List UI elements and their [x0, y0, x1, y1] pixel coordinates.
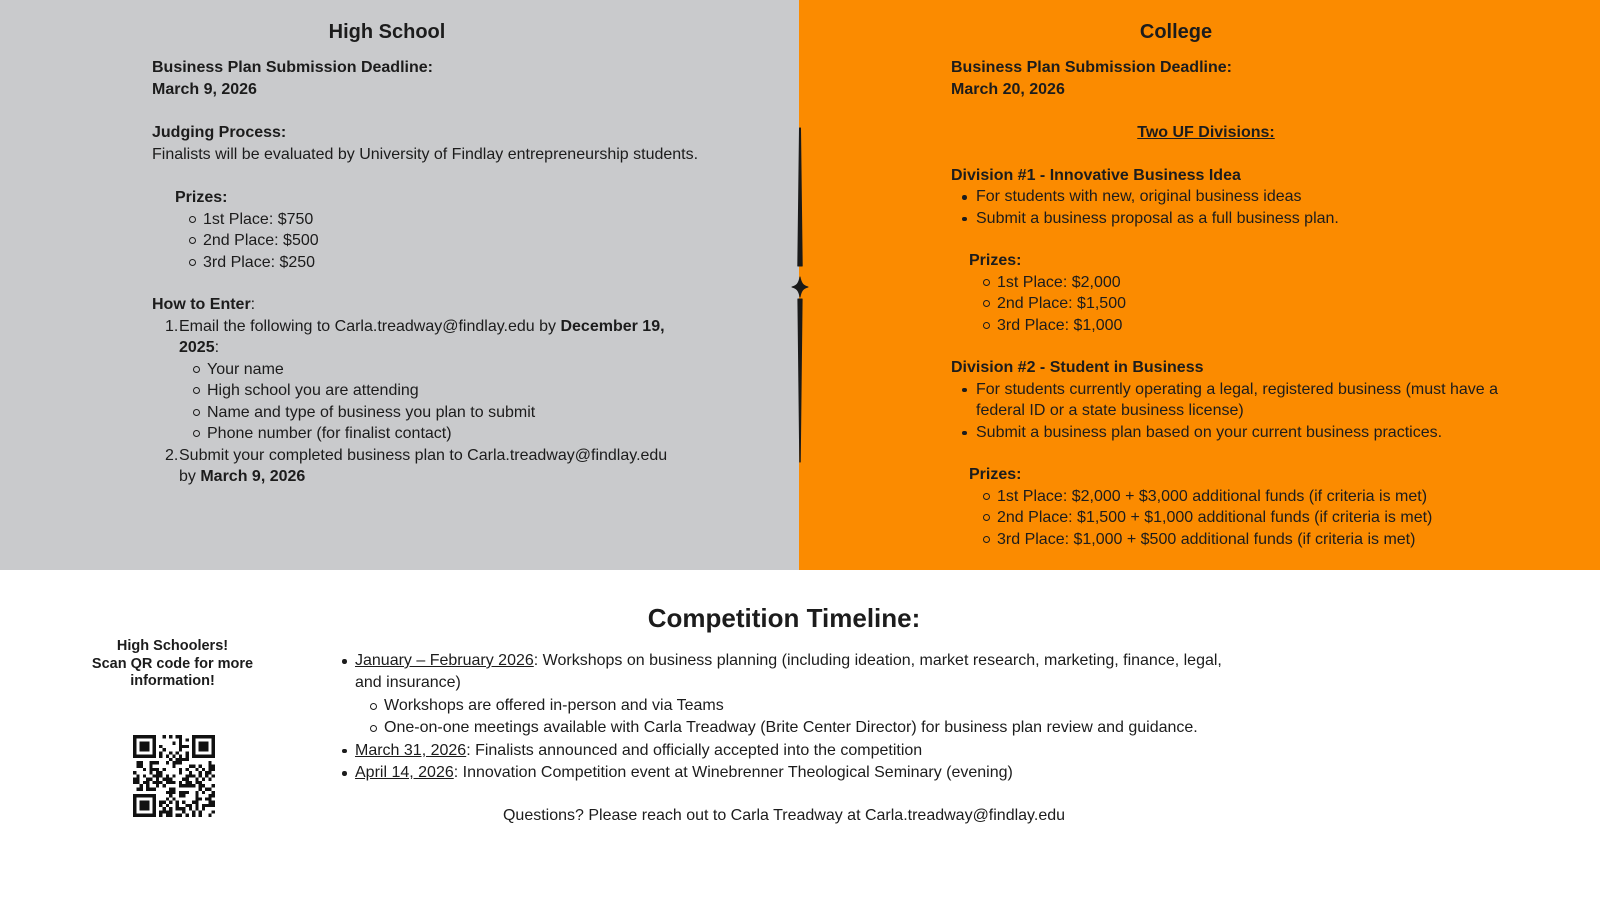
qr-callout-line2: Scan QR code for more information!: [91, 655, 254, 689]
timeline-text: : Workshops on business planning (including ideation, market research, marketing, finance, legal, and insurance): [355, 652, 1222, 692]
contact-line: Questions? Please reach out to Carla Treadway at Carla.treadway@findlay.edu: [502, 807, 1066, 824]
hs-deadline-block: [152, 57, 799, 100]
division-2-prizes: [969, 464, 1600, 550]
high-school-panel: [0, 0, 799, 570]
timeline-section: [0, 570, 1600, 900]
hs-step-2-deadline: March 9, 2026: [200, 468, 306, 485]
hs-how-to-enter-heading: [152, 294, 799, 316]
division-2-block: [951, 357, 1600, 550]
timeline-list: [331, 650, 1246, 784]
timeline-item: [331, 650, 1246, 740]
hs-step-2: [152, 445, 672, 488]
hs-judging-block: [152, 122, 799, 165]
hs-prizes-list: [175, 209, 799, 274]
hs-how-to-enter-colon: :: [250, 296, 256, 313]
timeline-date: March 31, 2026: [355, 741, 467, 759]
college-deadline-label: Business Plan Submission Deadline:: [951, 59, 1232, 76]
prize-item: 2nd Place: $500: [175, 230, 799, 252]
list-item: Submit a business plan based on your current business practices.: [951, 422, 1521, 444]
timeline-date: April 14, 2026: [355, 764, 454, 782]
prize-item: 3rd Place: $1,000 + $500 additional funds (if criteria is met): [969, 529, 1600, 551]
college-title: College: [1139, 21, 1213, 43]
prizes-label: Prizes:: [969, 466, 1022, 483]
divisions-heading-text: Two UF Divisions:: [1137, 124, 1275, 141]
hs-how-to-enter-block: [152, 294, 799, 488]
division-1-prizes: [969, 250, 1600, 336]
list-item: Your name: [179, 359, 672, 381]
division-1-bullets: [951, 186, 1521, 229]
high-school-title: High School: [328, 21, 446, 43]
list-item: High school you are attending: [179, 380, 672, 402]
hs-deadline-date: March 9, 2026: [152, 80, 257, 98]
division-1-block: [951, 165, 1600, 337]
college-deadline-block: [951, 57, 1600, 100]
timeline-text: : Innovation Competition event at Winebrenner Theological Seminary (evening): [453, 764, 1013, 782]
hs-step-2-text: Submit your completed business plan to Carla.treadway@findlay.edu by: [179, 446, 668, 485]
division-1-prizes-list: [969, 272, 1600, 337]
prize-item: 1st Place: $2,000: [969, 272, 1600, 294]
prize-item: 3rd Place: $250: [175, 252, 799, 274]
list-item: One-on-one meetings available with Carla Treadway (Brite Center Director) for business plan review and guidance.: [355, 717, 1246, 739]
hs-deadline-label: Business Plan Submission Deadline:: [152, 59, 433, 76]
qr-callout-line1: High Schoolers!: [116, 638, 229, 654]
hs-judging-text: Finalists will be evaluated by University of Findlay entrepreneurship students.: [152, 145, 699, 163]
list-item: Name and type of business you plan to submit: [179, 402, 672, 424]
list-item: For students currently operating a legal, registered business (must have a federal ID or a state business license): [951, 379, 1521, 422]
hs-prizes-label: Prizes:: [175, 189, 228, 206]
division-2-title: Division #2 - Student in Business: [951, 359, 1204, 376]
qr-code: [133, 735, 215, 817]
prizes-label: Prizes:: [969, 252, 1022, 269]
list-item: Workshops are offered in-person and via Teams: [355, 695, 1246, 717]
hs-step-1-colon: :: [214, 339, 220, 356]
division-2-prizes-list: [969, 486, 1600, 551]
prize-item: 2nd Place: $1,500 + $1,000 additional funds (if criteria is met): [969, 507, 1600, 529]
timeline-item: [331, 740, 1246, 762]
college-panel: [799, 0, 1600, 570]
prize-item: 1st Place: $2,000 + $3,000 additional funds (if criteria is met): [969, 486, 1600, 508]
division-1-title: Division #1 - Innovative Business Idea: [951, 166, 1241, 184]
timeline-text: : Finalists announced and officially accepted into the competition: [466, 741, 923, 759]
hs-step-1-deadline: December 19, 2025: [179, 317, 665, 356]
hs-prizes-block: [175, 187, 799, 273]
hs-steps-list: [152, 316, 672, 488]
hs-step-1: [152, 316, 672, 445]
list-item: Phone number (for finalist contact): [179, 423, 672, 445]
hs-step-1-sublist: [179, 359, 672, 445]
division-2-bullets: [951, 379, 1521, 444]
list-item: For students with new, original business ideas: [951, 186, 1521, 208]
hs-step-1-text: Email the following to Carla.treadway@findlay.edu by: [179, 317, 561, 335]
hs-judging-label: Judging Process:: [152, 124, 287, 141]
prize-item: 2nd Place: $1,500: [969, 293, 1600, 315]
timeline-item: [331, 762, 1246, 784]
prize-item: 1st Place: $750: [175, 209, 799, 231]
prize-item: 3rd Place: $1,000: [969, 315, 1600, 337]
timeline-title: Competition Timeline:: [647, 603, 921, 633]
qr-callout: [85, 638, 260, 691]
list-item: Submit a business proposal as a full business plan.: [951, 208, 1521, 230]
divisions-heading: [951, 122, 1461, 144]
college-deadline-date: March 20, 2026: [951, 80, 1065, 98]
timeline-sublist: [355, 695, 1246, 740]
timeline-date: January – February 2026: [355, 652, 534, 669]
hs-how-to-enter-label: How to Enter: [152, 296, 251, 313]
